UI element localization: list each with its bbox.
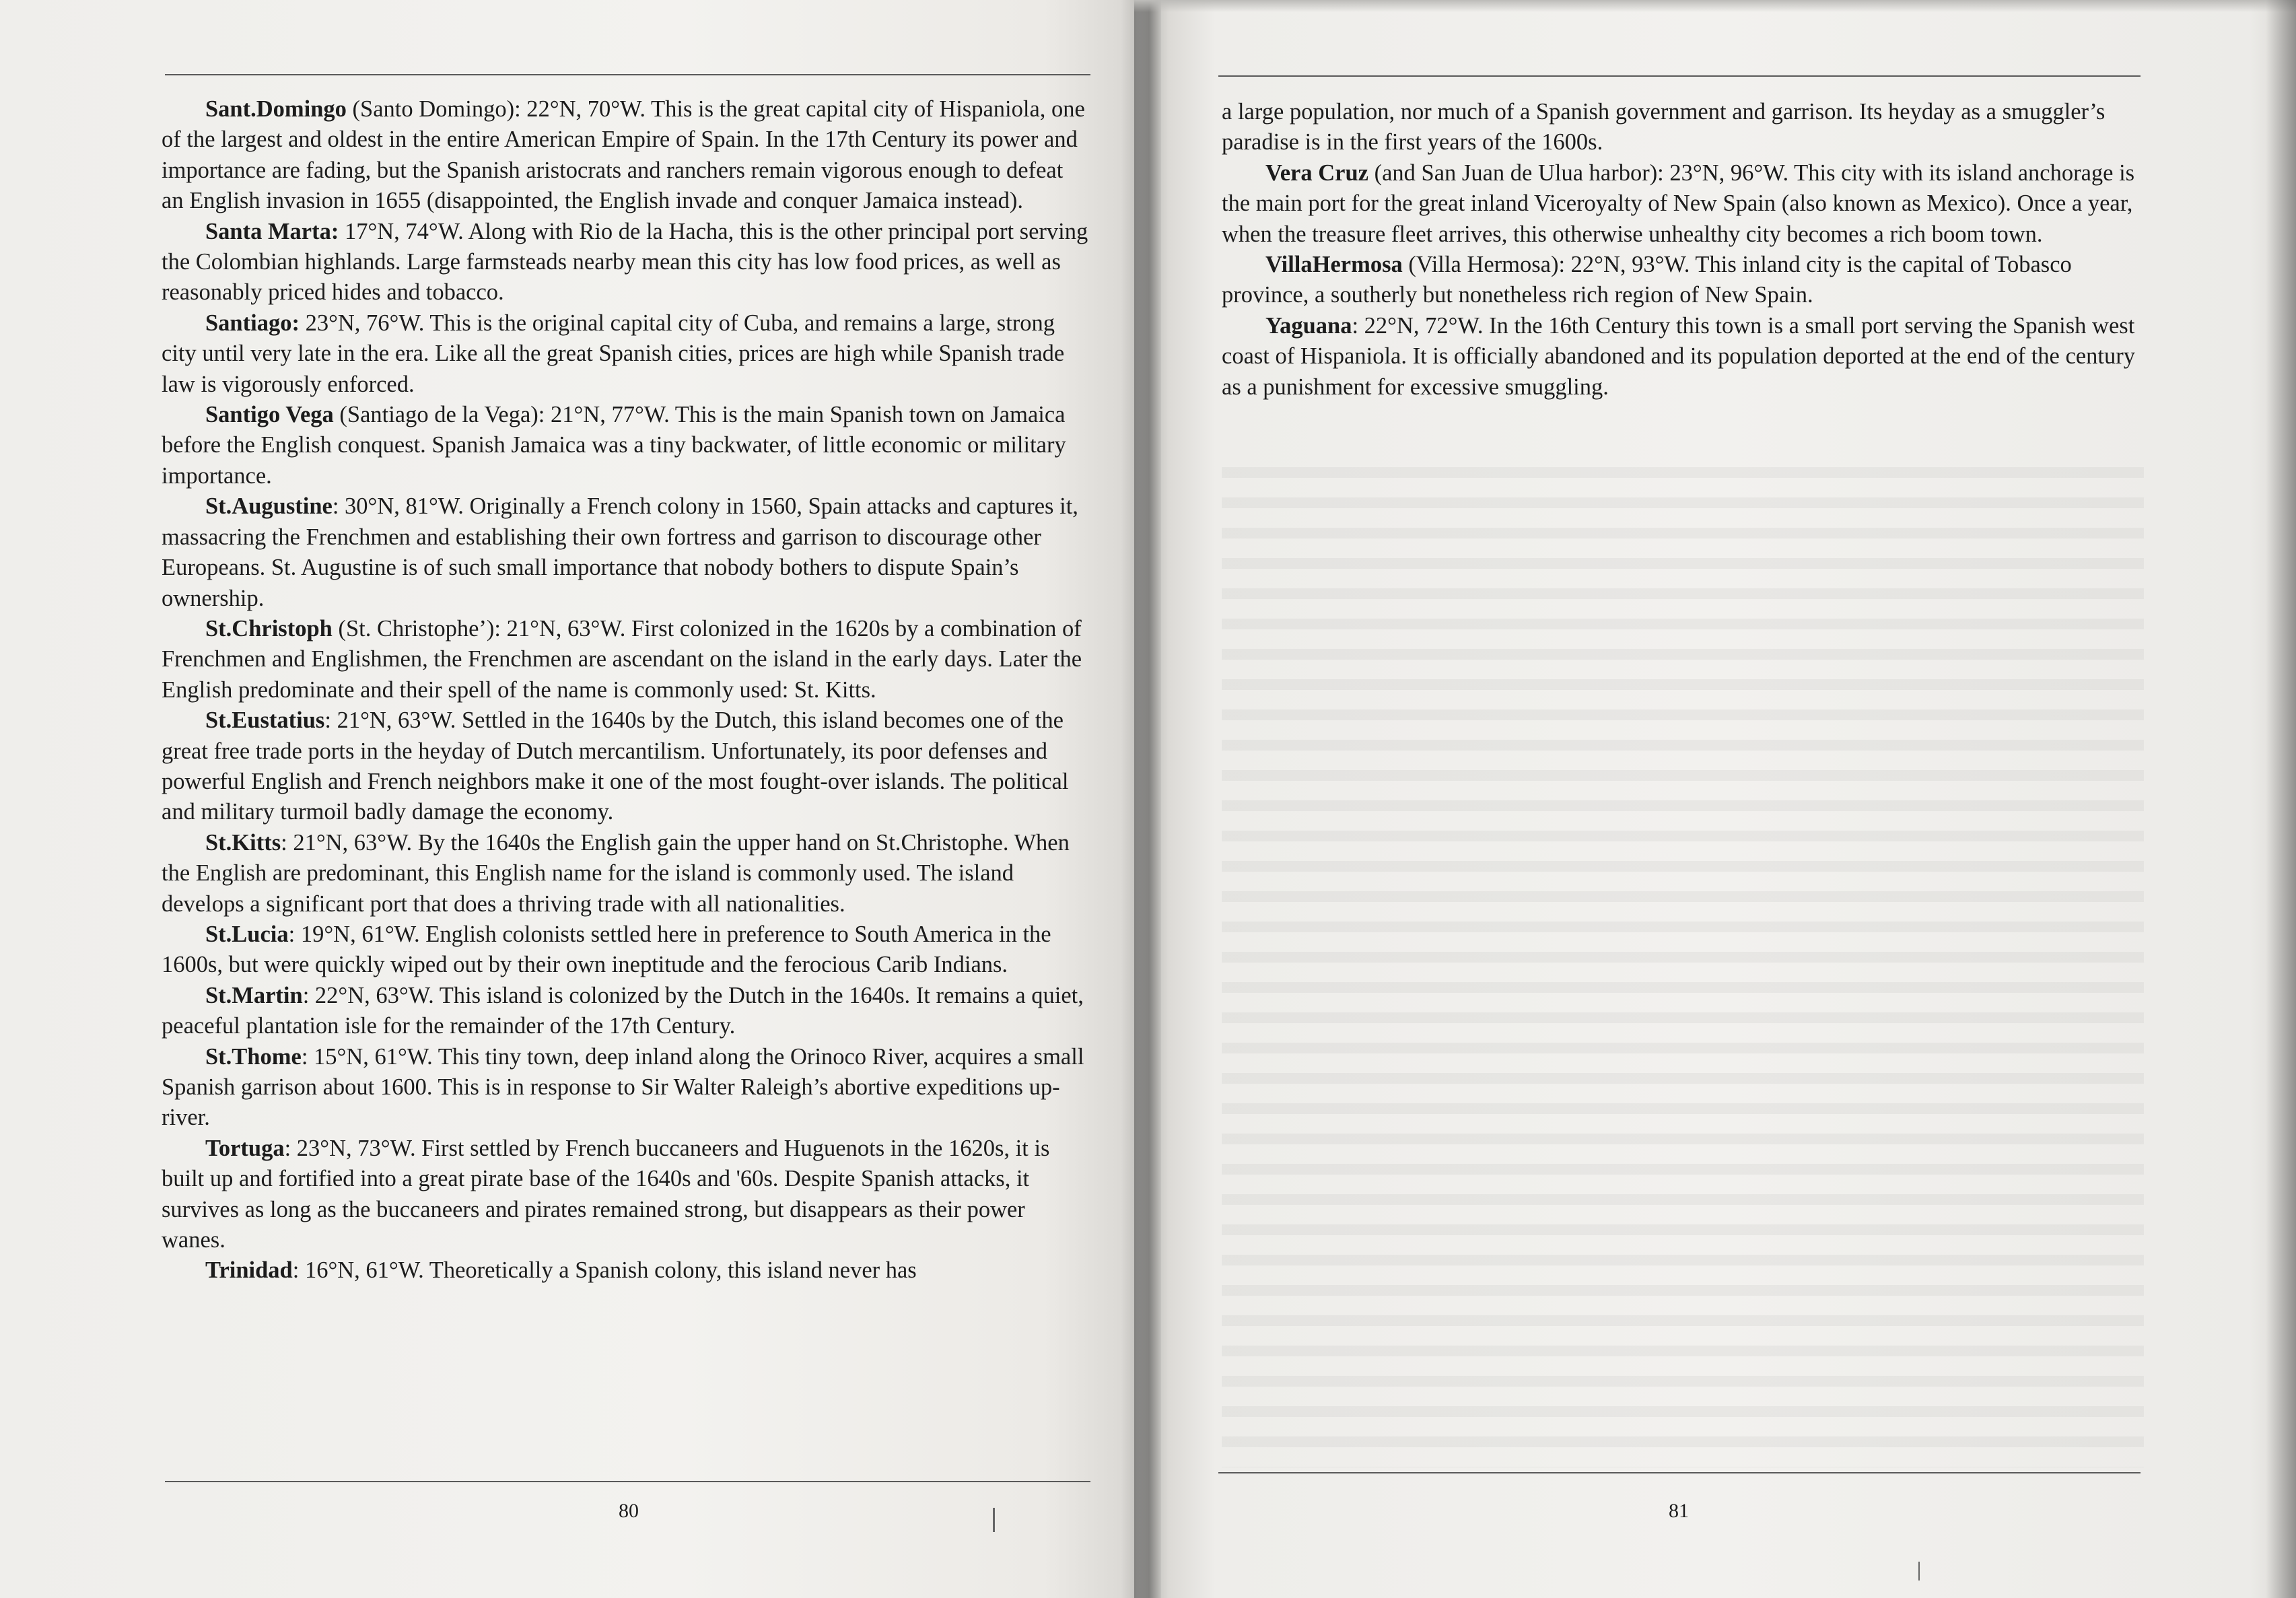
footer-rule [165, 1481, 1090, 1482]
place-name: Trinidad [205, 1257, 293, 1284]
entry-text: : 21°N, 63°W. Settled in the 1640s by the Dutch, this island becomes one of the great free trade ports in the heyday of Dutch mercantilism. Unfortunately, its poor defenses and powerful English and French neighbors make it one of the most fought-over islands. The political and military turmoil badly damage the economy. [162, 707, 1069, 825]
gazetteer-entry [162, 1255, 1090, 1286]
gazetteer-entry [1222, 250, 2144, 311]
entry-text: : 30°N, 81°W. Originally a French colony in 1560, Spain attacks and captures it, massacring the Frenchmen and establishing their own fortress and garrison to discourage other Europeans. St. Augustine is of such small importance that nobody bothers to dispute Spain’s ownership. [162, 493, 1078, 611]
place-name: Tortuga [205, 1135, 285, 1161]
entry-text: : 22°N, 72°W. In the 16th Century this town is a small port serving the Spanish west coast of Hispaniola. It is officially abandoned and its population deported at the end of the century as a punishment for excessive smuggling. [1222, 312, 2135, 400]
entry-text: (Santo Domingo): 22°N, 70°W. This is the great capital city of Hispaniola, one of the largest and oldest in the entire American Empire of Spain. In the 17th Century its power and importance are fading, but the Spanish aristocrats and ranchers remain vigorous enough to defeat an English invasion in 1655 (disappointed, the English invade and conquer Jamaica instead). [162, 96, 1085, 214]
left-text-column [162, 94, 1090, 1286]
place-name: St.Thome [205, 1043, 302, 1070]
gazetteer-entry [162, 981, 1090, 1042]
entry-text: : 16°N, 61°W. Theoretically a Spanish colony, this island never has [292, 1257, 917, 1284]
header-rule [165, 74, 1090, 75]
continued-entry-text: a large population, nor much of a Spanish government and garrison. Its heyday as a smuggler’s paradise is in the first years of the 1600s. [1222, 99, 2106, 155]
entry-text: 23°N, 76°W. This is the original capital city of Cuba, and remains a large, strong city until very late in the era. Like all the great Spanish cities, prices are high while Spanish trade law is vigorously enforced. [162, 310, 1065, 397]
gazetteer-entry [162, 705, 1090, 828]
right-text-column [1222, 97, 2144, 403]
place-name: Sant.Domingo [205, 96, 347, 122]
place-name: VillaHermosa [1265, 252, 1403, 278]
page-edge-shadow [2266, 0, 2296, 1598]
entry-text: : 19°N, 61°W. English colonists settled here in preference to South America in the 1600s, but were quickly wiped out by their own ineptitude and the ferocious Carib Indians. [162, 921, 1051, 978]
gutter-shadow [1121, 0, 1161, 1598]
gazetteer-entry [162, 491, 1090, 614]
gazetteer-entry [162, 308, 1090, 400]
page-number: 80 [619, 1500, 639, 1522]
print-mark [1918, 1562, 1920, 1580]
place-name: Santiago: [205, 310, 300, 336]
place-name: St.Lucia [205, 921, 289, 947]
entry-text: : 22°N, 63°W. This island is colonized by the Dutch in the 1640s. It remains a quiet, peaceful plantation isle for the remainder of the 17th Century. [162, 982, 1084, 1039]
place-name: Vera Cruz [1265, 160, 1368, 186]
gazetteer-entry [1222, 311, 2144, 403]
gazetteer-entry [1222, 158, 2144, 250]
gazetteer-entry [162, 217, 1090, 308]
entry-text: (and San Juan de Ulua harbor): 23°N, 96°W. This city with its island anchorage is the main port for the great inland Viceroyalty of New Spain (also known as Mexico). Once a year, when the treasure fleet arrives, this otherwise unhealthy city becomes a rich boom town. [1222, 160, 2135, 247]
gazetteer-entry [162, 919, 1090, 981]
place-name: Santa Marta: [205, 218, 339, 244]
place-name: St.Martin [205, 982, 303, 1008]
place-name: Santigo Vega [205, 402, 334, 428]
place-name: St.Augustine [205, 493, 333, 520]
place-name: St.Eustatius [205, 707, 325, 734]
gazetteer-entry [162, 614, 1090, 705]
entry-text: : 15°N, 61°W. This tiny town, deep inland along the Orinoco River, acquires a small Spanish garrison about 1600. This is in response to Sir Walter Raleigh’s abortive expeditions up-river. [162, 1043, 1084, 1131]
gazetteer-entry [162, 1042, 1090, 1134]
gazetteer-entry [162, 400, 1090, 491]
entry-text: (St. Christophe’): 21°N, 63°W. First colonized in the 1620s by a combination of Frenchmen and Englishmen, the Frenchmen are ascendant on the island in the early days. Later the English predominate and their spell of the name is commonly used: St. Kitts. [162, 615, 1082, 703]
entry-text: 17°N, 74°W. Along with Rio de la Hacha, this is the other principal port serving the Colombian highlands. Large farmsteads nearby mean this city has low food prices, as well as reasonably priced hides and tobacco. [162, 218, 1088, 306]
header-rule [1218, 75, 2141, 77]
entry-text: (Santiago de la Vega): 21°N, 77°W. This is the main Spanish town on Jamaica before the English conquest. Spanish Jamaica was a tiny backwater, of little economic or military importance. [162, 402, 1066, 489]
page-edge-shadow [1134, 0, 2296, 12]
gazetteer-entry [162, 94, 1090, 217]
show-through-text [1222, 458, 2144, 1467]
place-name: Yaguana [1265, 312, 1352, 339]
print-mark [993, 1508, 995, 1532]
place-name: St.Christoph [205, 615, 333, 641]
gazetteer-entry [162, 828, 1090, 919]
gazetteer-entry [162, 1134, 1090, 1256]
entry-text: : 21°N, 63°W. By the 1640s the English gain the upper hand on St.Christophe. When the English are predominant, this English name for the island is commonly used. The island develops a significant port that does a thriving trade with all nationalities. [162, 829, 1070, 917]
place-name: St.Kitts [205, 829, 281, 856]
entry-text: : 23°N, 73°W. First settled by French buccaneers and Huguenots in the 1620s, it is built up and fortified into a great pirate base of the 1640s and '60s. Despite Spanish attacks, it survives as long as the buccaneers and pirates remained strong, but disappears as their power wanes. [162, 1135, 1050, 1253]
page-number: 81 [1669, 1500, 1689, 1522]
footer-rule [1218, 1472, 2141, 1473]
entry-text: (Villa Hermosa): 22°N, 93°W. This inland city is the capital of Tobasco province, a southerly but nonetheless rich region of New Spain. [1222, 252, 2072, 308]
